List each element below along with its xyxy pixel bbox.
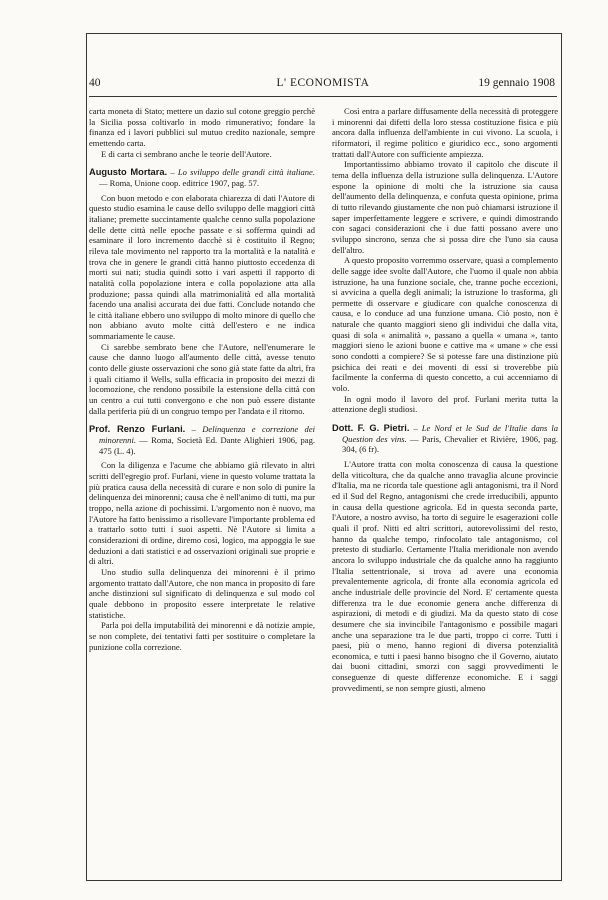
review-heading: Prof. Renzo Furlani. – Delinquenza e correzione dei minorenni. — Roma, Società Ed. Dante Alighieri 1906, pag. 475 (L. 4). bbox=[89, 424, 315, 456]
review-author: Augusto Mortara. bbox=[89, 167, 168, 178]
header-rule bbox=[89, 96, 557, 97]
right-column bbox=[332, 106, 558, 693]
review-publisher: — Paris, Chevalier et Rivière, 1906, pag. 304, (6 fr). bbox=[342, 433, 558, 455]
paragraph: E di carta ci sembrano anche le teorie dell'Autore. bbox=[101, 148, 272, 159]
paragraph: Ci sarebbe sembrato bene che l'Autore, nell'enumerare le cause che danno luogo all'aumento delle città, avesse tenuto conto delle giuste osservazioni che sono già state fatte da altri, fra i quali citiamo il Wells, sulla efficacia in proposito dei mezzi di locomozione, che rendono possibile la estensione della città con un centro a cui tutti convergono e che non può essere distante dalla periferia più di un congruo tempo per l'andata e il ritorno. bbox=[89, 341, 315, 416]
review-author: Prof. Renzo Furlani. bbox=[89, 424, 186, 435]
paragraph: Uno studio sulla delinquenza dei minorenni è il primo argomento trattato dall'Autore, che non manca in proposito di fare anche distinzioni sul significato di delinquenza e sul modo col quale debbono in proposito essere interpretate le relative statistiche. bbox=[89, 566, 315, 620]
paragraph: carta moneta di Stato; mettere un dazio sul cotone greggio perchè la Sicilia possa coltivarlo in modo rimunerativo; fondare la finanza ed i lavori pubblici sul mutuo credito nazionale, sempre emettendo carta. bbox=[89, 106, 315, 148]
page-number: 40 bbox=[89, 77, 101, 89]
review-publisher: — Roma, Unione coop. editrice 1907, pag. 57. bbox=[99, 177, 259, 188]
paragraph: A questo proposito vorremmo osservare, quasi a complemento delle sagge idee svolte dall'Autore, che l'uomo il quale non abbia istruzione, ha una funzione sociale, che, tranne poche eccezioni, si avvicina a quella degli animali; la istruzione lo trasforma, gli permette di osservare e giudicare con qualche conoscenza di causa, e lo conduce ad una funzione umana. Ciò posto, non è naturale che quanto maggiori sieno gli individui che dalla vita, quasi di sola « animalità », passano a quella « umana », tanto maggiori sieno le azioni buone e cattive ma « umane » che essi sono condotti a compiere? Se si potesse fare una distinzione più psichica dei reati e dei moventi di essi si troverebbe più facilmente la conferma di questo concetto, a cui accenniamo di volo. bbox=[332, 255, 558, 394]
review-heading: Augusto Mortara. – Lo sviluppo delle grandi città italiane. — Roma, Unione coop. editrice 1907, pag. 57. bbox=[89, 167, 315, 188]
paragraph: Con la diligenza e l'acume che abbiamo già rilevato in altri scritti dell'egregio prof. Furlani, viene in questo volume trattata la più pratica causa della necessità di curare e non solo di punire la delinquenza dei minorenni; causa che è nell'animo di tutti, ma pur troppo, nella azione di pochissimi. L'argomento non è nuovo, ma l'Autore ha fatto benissimo a risollevare l'importante problema ed a trattarlo sotto tutti i suoi aspetti. Nè l'Autore si limita a considerazioni di ordine, diremo così, logico, ma appoggia le sue deduzioni a dati statistici e ad osservazioni originali sue proprie e di altri. bbox=[89, 460, 315, 567]
left-column bbox=[89, 106, 315, 652]
review-publisher: — Roma, Società Ed. Dante Alighieri 1906, pag. 475 (L. 4). bbox=[99, 435, 315, 456]
review-heading: Dott. F. G. Pietri. – Le Nord et le Sud de l'Italie dans la Question des vins. — Paris, Chevalier et Rivière, 1906, pag. 304, (6 fr). bbox=[332, 423, 559, 455]
journal-title: L' ECONOMISTA bbox=[276, 77, 370, 89]
paragraph: Parla poi della imputabilità dei minorenni e dà notizie ampie, se non complete, dei tentativi fatti per sostituire o completare la punizione colla correzione. bbox=[89, 620, 315, 652]
paragraph: Così entra a parlare diffusamente della necessità di proteggere i minorenni dai difetti della loro stessa costituzione fisica e più ancora dalla influenza dell'ambiente in cui vivono. La scuola, i riformatori, il regime politico e giuridico ecc., sono argomenti trattati dall'Autore con sufficiente ampiezza. bbox=[332, 106, 558, 159]
review-title: Lo sviluppo delle grandi città italiane. bbox=[177, 167, 315, 178]
paragraph: Con buon metodo e con elaborata chiarezza di dati l'Autore di questo studio esamina le cause dello sviluppo delle maggiori città italiane; premette succintamente qualche cenno sulla popolazione delle dette città nelle epoche passate e si sofferma quindi ad esaminare il loro incremento dacchè si è costituito il Regno; rileva tale movimento nel rapporto tra la mortalità e la natalità e trova che in genere le grandi città hanno piuttosto eccedenza di morti sui nati; studia quindi sotto i vari aspetti il rapporto di natalità colla popolazione intera e colla popolazione atta alla produzione; passa quindi alla matrimonialità ed alla mortalità facendo una analisi accurata dei due fatti. Conclude notando che le città italiane ebbero uno sviluppo di molto minore di quello che non abbiano avuto molte città dell'estero e ne indica sommariamente le cause. bbox=[89, 192, 315, 342]
review-title: Delinquenza e correzione dei minorenni. bbox=[99, 424, 315, 446]
review-title: Le Nord et le Sud de l'Italie dans la Question des vins. bbox=[342, 423, 559, 444]
paragraph: Importantissimo abbiamo trovato il capitolo che discute il tema della influenza della istruzione sulla delinquenza. L'Autore espone la opinione di molti che la istruzione sia causa dell'aumento della delinquenza, e confuta questa opinione, prima di tutto rilevando giustamente che non può chiamarsi istruzione il saper imperfettamente leggere e scrivere, e quindi dimostrando con sagaci considerazioni che i due fatti possano avere uno sviluppo sincrono, senza che si possa dire che l'uno sia causa dell'altro. bbox=[332, 159, 558, 255]
paragraph: In ogni modo il lavoro del prof. Furlani merita tutta la attenzione degli studiosi. bbox=[332, 393, 558, 415]
paragraph: L'Autore tratta con molta conoscenza di causa la questione della viticoltura, che da qualche anno travaglia alcune provincie d'Italia, ma ne ricorda tale questione agli antagonismi, tra il Nord ed il Sud del Regno, antagonismi che crede irreducibili, appunto in causa della questione agricola. Ed in questa seconda parte, l'Autore, a nostro avviso, ha torto di seguire le esagerazioni colle quali il prof. Nitti ed altri scrittori, autorevolissimi del resto, hanno da qualche tempo, rinfocolato tale antagonismo, col pretesto di studiarlo. Certamente l'Italia meridionale non avendo ancora lo sviluppo industriale che da qualche anno ha raggiunto l'Italia settentrionale, si trova ad avere una economia prevalentemente agricola, di fronte alla economia agricola ed anche industriale delle provincie del Nord. E' certamente questa differenza tra le due economie genera anche differenza di aspirazioni, di metodi e di giudizi. Ma da questo stato di cose desumere che sia invincibile l'antagonismo e possibile magari anche una separazione tra le due parti, troppo ci corre. Tutti i paesi, più o meno, hanno regioni di diversa potenzialità economica, e tutti i paesi hanno bisogno che il Governo, aiutato dai buoni cittadini, smorzi con saggi provvedimenti le conseguenze di queste differenze economiche. E i saggi provvedimenti, se non sempre giusti, almeno bbox=[332, 459, 558, 693]
review-author: Dott. F. G. Pietri. bbox=[332, 423, 410, 434]
issue-date: 19 gennaio 1908 bbox=[478, 77, 555, 89]
running-header bbox=[89, 77, 557, 93]
